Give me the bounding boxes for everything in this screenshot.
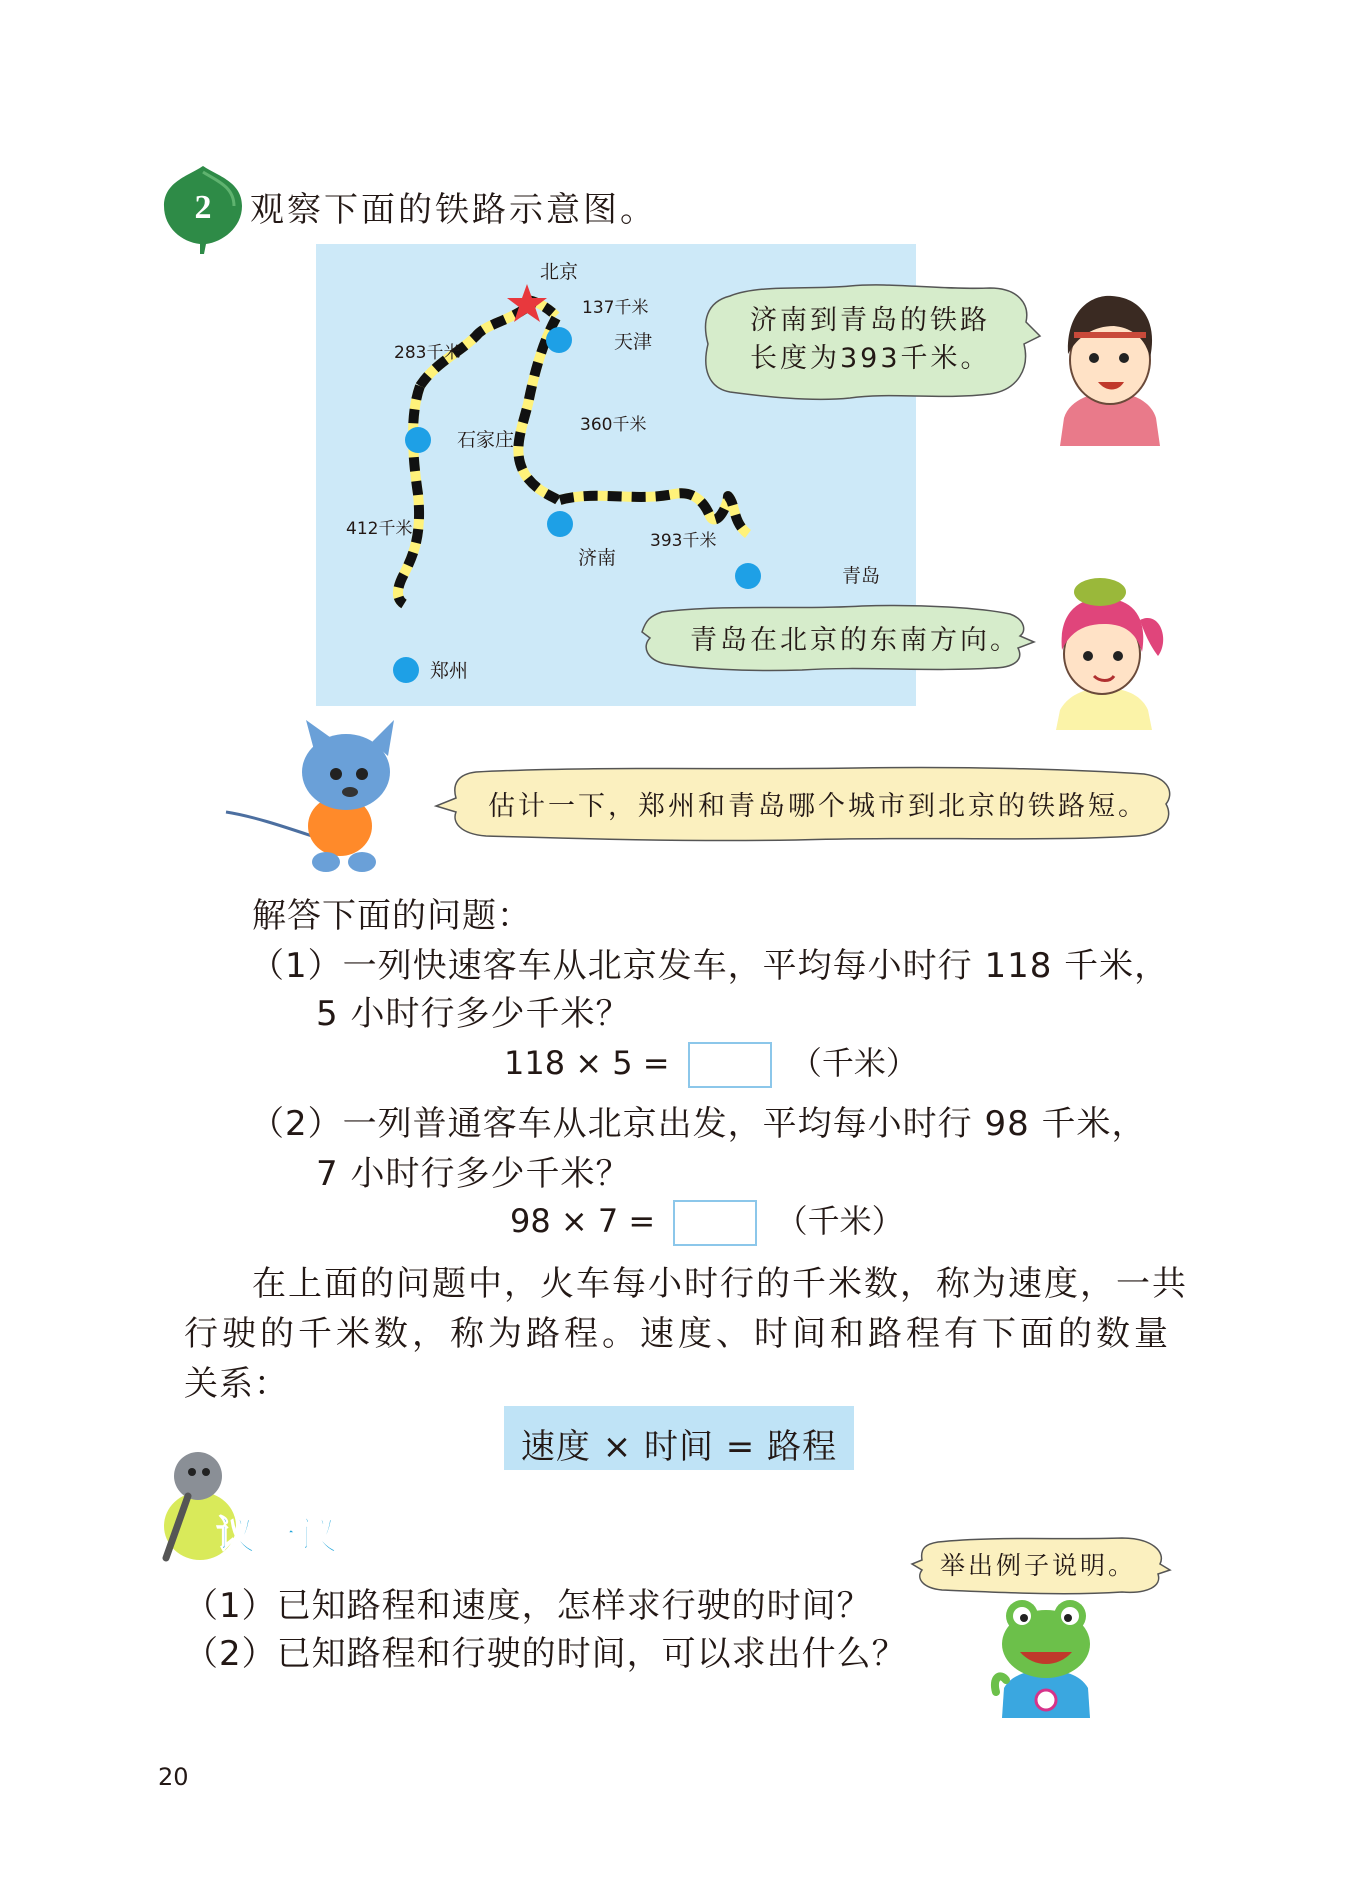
girl-speech: 青岛在北京的东南方向。 [690,625,1020,656]
boy-speech-line2: 长度为393千米。 [750,343,991,374]
question-1-answer-box[interactable] [688,1042,772,1088]
page-number: 20 [158,1763,189,1791]
leaf-icon [160,162,246,254]
discuss-item-2: （2）已知路程和行驶的时间，可以求出什么？ [184,1634,907,1674]
city-dot-zhengzhou [393,657,419,683]
distance-beijing-tianjin: 137千米 [582,298,649,318]
distance-jinan-qingdao: 393千米 [650,531,717,551]
cat-character [222,716,422,876]
explanation-line2: 行驶的千米数，称为路程。速度、时间和路程有下面的数量 [184,1314,1172,1354]
distance-beijing-shijiazhuang: 283千米 [394,343,461,363]
explanation-line3: 关系： [184,1364,289,1404]
girl-character [1040,570,1170,730]
city-label-qingdao: 青岛 [842,565,881,587]
city-dot-jinan [547,511,573,537]
question-1-unit: （千米） [789,1044,918,1082]
explanation-line1: 在上面的问题中，火车每小时行的千米数，称为速度，一共 [252,1264,1188,1304]
city-label-beijing: 北京 [540,261,579,283]
question-number-leaf [160,162,246,254]
question-1-expression: 118 × 5 = [504,1044,670,1082]
discuss-item-1: （1）已知路程和速度，怎样求行驶的时间？ [184,1586,872,1626]
formula-box [504,1406,854,1470]
city-dot-qingdao [735,563,761,589]
frog-character [990,1596,1100,1720]
question-title: 观察下面的铁路示意图。 [250,190,657,230]
speed-time-distance-formula: 速度 × 时间 = 路程 [520,1427,838,1467]
questions-intro: 解答下面的问题： [252,896,532,936]
question-1-formula [504,1038,918,1088]
city-label-shijiazhuang: 石家庄 [457,429,515,451]
city-label-jinan: 济南 [578,547,617,569]
city-label-tianjin: 天津 [614,331,653,353]
frog-speech: 举出例子说明。 [940,1551,1137,1580]
question-2-formula [510,1196,904,1246]
question-1-line1: （1）一列快速客车从北京发车，平均每小时行 118 千米， [250,946,1170,986]
question-2-unit: （千米） [775,1202,904,1240]
question-2-line2: 7 小时行多少千米？ [316,1154,631,1194]
boy-speech-line1: 济南到青岛的铁路 [750,305,990,336]
question-1-line2: 5 小时行多少千米？ [316,994,631,1034]
distance-shijiazhuang-zhengzhou: 412千米 [346,519,413,539]
boy-character [1050,288,1170,448]
question-2-answer-box[interactable] [673,1200,757,1246]
city-dot-tianjin [546,327,572,353]
cat-speech: 估计一下，郑州和青岛哪个城市到北京的铁路短。 [488,791,1148,822]
question-2-line1: （2）一列普通客车从北京出发，平均每小时行 98 千米， [250,1104,1147,1144]
distance-tianjin-jinan: 360千米 [580,415,647,435]
question-2-expression: 98 × 7 = [510,1202,656,1240]
city-label-zhengzhou: 郑州 [430,660,469,682]
city-dot-shijiazhuang [405,427,431,453]
discuss-title: 议一议 [216,1513,339,1559]
question-number: 2 [194,189,212,226]
